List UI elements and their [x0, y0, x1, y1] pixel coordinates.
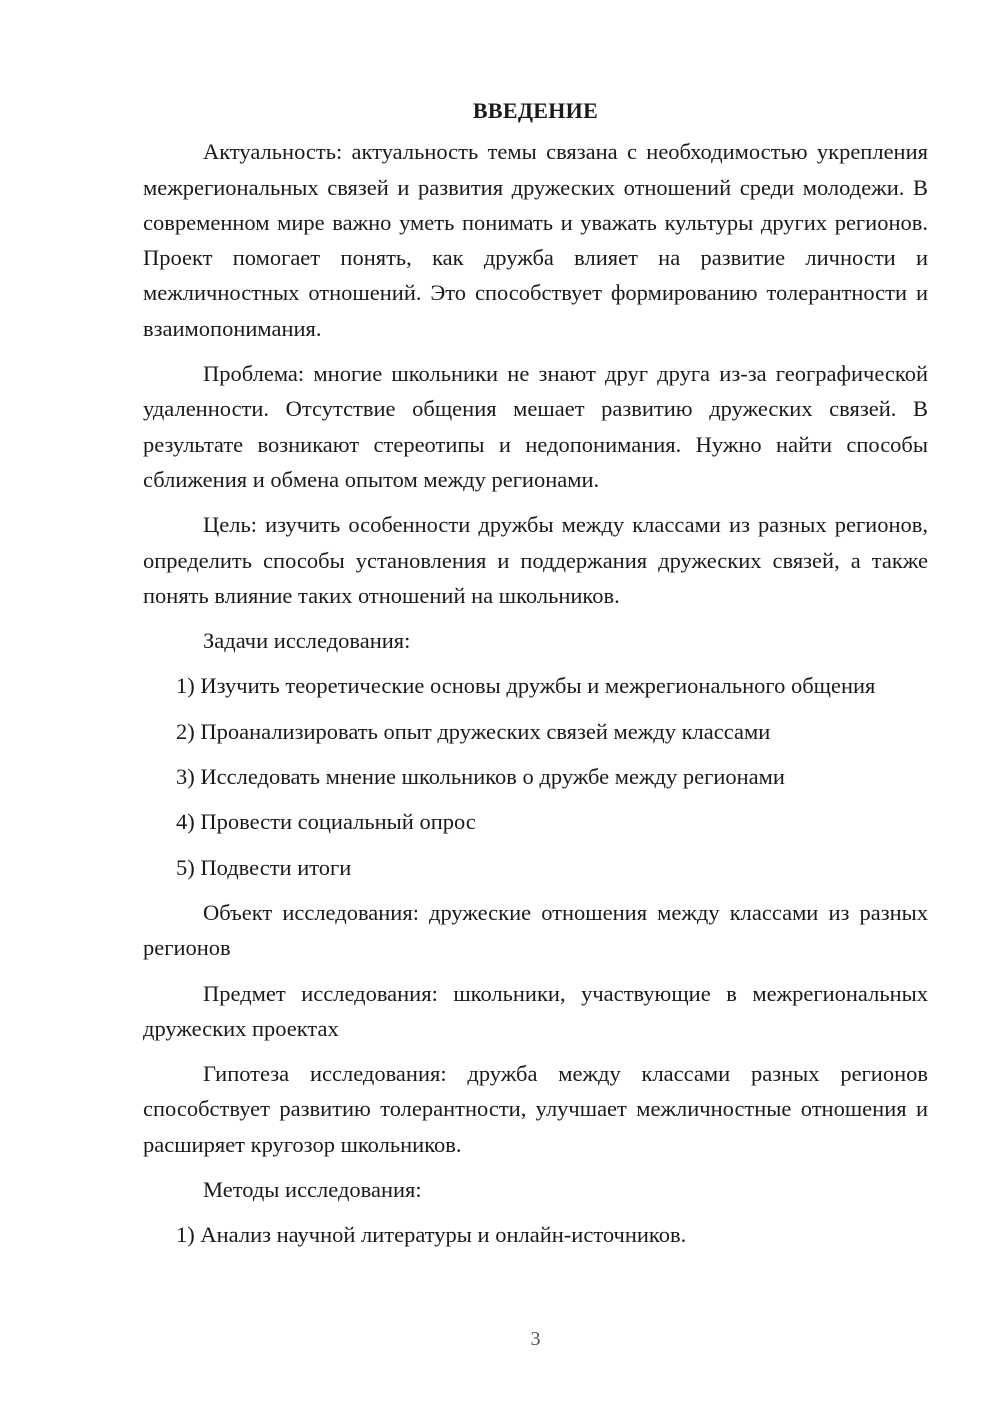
paragraph-problem: Проблема: многие школьники не знают друг друга из-за географической удаленности. Отсутствие общения мешает развитию дружеских связей. В результате возникают стереотипы и недопонимания. Нужно найти способы сближения и обмена опытом между регионами. [143, 361, 928, 492]
task-item-1: 1) Изучить теоретические основы дружбы и межрегионального общения [176, 673, 876, 699]
task-item-5: 5) Подвести итоги [176, 854, 352, 880]
task-item-2: 2) Проанализировать опыт дружеских связей между классами [176, 718, 771, 744]
page-number: 3 [530, 1328, 541, 1350]
task-item-3: 3) Исследовать мнение школьников о дружбе между регионами [176, 764, 785, 790]
method-item-1: 1) Анализ научной литературы и онлайн-источников. [176, 1222, 687, 1248]
paragraph-goal: Цель: изучить особенности дружбы между классами из разных регионов, определить способы установления и поддержания дружеских связей, а также понять влияние таких отношений на школьников. [143, 512, 928, 608]
paragraph-object: Объект исследования: дружеские отношения между классами из разных регионов [143, 899, 928, 961]
section-heading: ВВЕДЕНИЕ [472, 98, 599, 123]
paragraph-subject: Предмет исследования: школьники, участвующие в межрегиональных дружеских проектах [143, 980, 928, 1041]
document-page [143, 93, 928, 1263]
paragraph-hypothesis: Гипотеза исследования: дружба между классами разных регионов способствует развитию толерантности, улучшает межличностные отношения и расширяет кругозор школьников. [143, 1061, 928, 1157]
task-item-4: 4) Провести социальный опрос [176, 809, 476, 835]
methods-title: Методы исследования: [203, 1177, 422, 1203]
tasks-title: Задачи исследования: [203, 628, 411, 654]
paragraph-relevance: Актуальность: актуальность темы связана с необходимостью укрепления межрегиональных связей и развития дружеских отношений среди молодежи. В современном мире важно уметь понимать и уважать культуры других регионов. Проект помогает понять, как дружба влияет на развитие личности и межличностных отношений. Это способствует формированию толерантности и взаимопонимания. [143, 139, 928, 341]
